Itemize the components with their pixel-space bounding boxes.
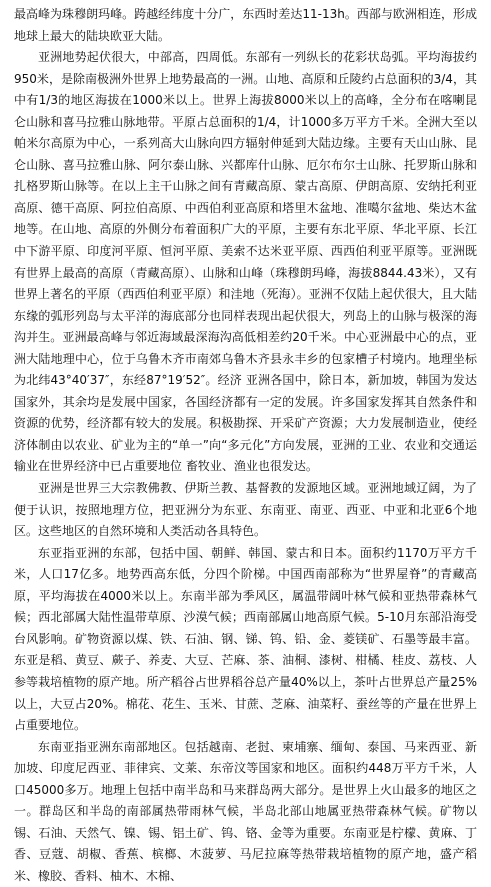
paragraph-asia-terrain-economy: 亚洲地势起伏很大，中部高，四周低。东部有一列纵长的花彩状岛弧。平均海拔约950米，是除南极洲外世界上地势最高的一洲。山地、高原和丘陵约占总面积的3/4，其中有1/3的地区海拔在1000米以上。世界上海拔8000米以上的高峰，全分布在喀喇昆仑山脉和喜马拉雅山脉地带。平原占总面积的1/4，计1000多万平方千米。全洲大至以帕米尔高原为中心，一系列高大山脉向四方辐射伸延到大陆边缘。主要有天山山脉、昆仑山脉、喜马拉雅山脉、阿尔泰山脉、兴都库什山脉、厄尔布尔士山脉、托罗斯山脉和扎格罗斯山脉等。在以上主干山脉之间有青藏高原、蒙古高原、伊朗高原、安纳托利亚高原、德干高原、阿拉伯高原、中西伯利亚高原和塔里木盆地、准噶尔盆地、柴达木盆地等。在山地、高原的外侧分布着面积广大的平原，主要有东北平原、华北平原、长江中下游平原、印度河平原、恒河平原、美索不达米亚平原、西西伯利亚平原等。亚洲既有世界上最高的高原（青藏高原）、山脉和山峰（珠穆朗玛峰，海拔8844.43米），又有世界上著名的平原（西西伯利亚平原）和洼地（死海）。亚洲不仅陆上起伏很大，且大陆东缘的弧形列岛与太平洋的海底部分也同样表现出起伏很大，列岛上的山脉与极深的海沟并生。亚洲最高峰与邻近海域最深海沟高低相差约20千米。中心亚洲最中心的点，亚洲大陆地理中心，位于乌鲁木齐市南郊乌鲁木齐县永丰乡的包家槽子村境内。地理坐标为北纬43°40′37″，东经87°19′52″。经济 亚洲各国中，除日本，新加坡，韩国为发达国家外，其余均是发展中国家，各国经济都有一定的发展。许多国家发挥其自然条件和资源的优势，经济都有较大的发展。积极勘探、开采矿产资源；大力发展制造业，使经济体制由以农业、矿业为主的“单一”向“多元化”方向发展，亚洲的工业、农业和交通运输业在世界经济中已占重要地位 畜牧业、渔业也很发达。 bbox=[14, 50, 477, 474]
paragraph-east-asia: 东亚指亚洲的东部，包括中国、朝鲜、韩国、蒙古和日本。面积约1170万平方千米，人口17亿多。地势西高东低，分四个阶梯。中国西南部称为“世界屋脊”的青藏高原，平均海拔在4000米以上。东南半部为季风区，属温带阔叶林气候和亚热带森林气候；西北部属大陆性温带草原、沙漠气候；西南部属山地高原气候。5-10月东部沿海受台风影响。矿物资源以煤、铁、石油、钢、锑、钨、铅、金、菱镁矿、石墨等最丰富。东亚是稻、黄豆、蕨子、养麦、大豆、芒麻、茶、油桐、漆树、柑橘、桂皮、荔枝、人参等栽培植物的原产地。所产稻谷占世界稻谷总产量40%以上，茶叶占世界总产量25%以上，大豆占20%。棉花、花生、玉米、甘蔗、芝麻、油菜籽、蚕丝等的产量在世界上占重要地位。 bbox=[14, 545, 477, 733]
paragraph-asia-regions: 亚洲是世界三大宗教佛教、伊斯兰教、基督教的发源地区域。亚洲地域辽阔，为了便于认识，按照地理方位，把亚洲分为东亚、东南亚、南亚、西亚、中亚和北亚6个地区。这些地区的自然环境和人类活动各具特色。 bbox=[14, 481, 477, 539]
document-page bbox=[14, 4, 477, 887]
paragraph-southeast-asia: 东南亚指亚洲东南部地区。包括越南、老挝、柬埔寨、缅甸、泰国、马来西亚、新加坡、印度尼西亚、菲律宾、文莱、东帝汶等国家和地区。面积约448万平方千米，人口45000多万。地理上包括中南半岛和马来群岛两大部分。是世界上火山最多的地区之一。群岛区和半岛的南部属热带雨林气候，半岛北部山地属亚热带森林气候。矿物以锡、石油、天然气、镍、锡、铝土矿、钨、铬、金等为重要。东南亚是柠檬、黄麻、丁香、豆蔻、胡椒、香蕉、槟榔、木菠萝、马尼拉麻等热带栽培植物的原产地，盛产稻米、橡胶、香料、柚木、木棉、 bbox=[14, 739, 477, 883]
paragraph-asia-overview-end: 最高峰为珠穆朗玛峰。跨越经纬度十分广，东西时差达11-13h。西部与欧洲相连，形成地球上最大的陆块欧亚大陆。 bbox=[14, 7, 477, 43]
